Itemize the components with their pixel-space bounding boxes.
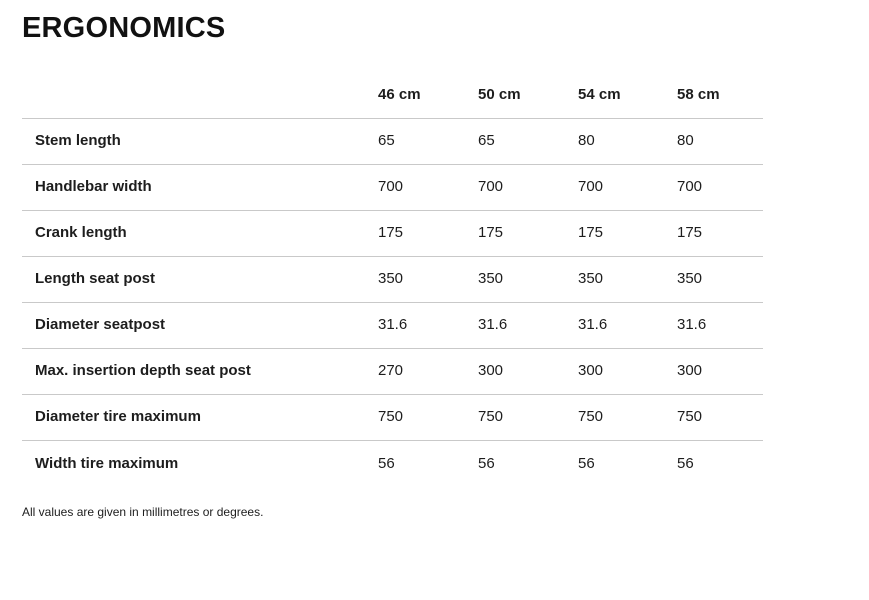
cell-value: 350 — [465, 256, 565, 302]
cell-value: 65 — [365, 118, 465, 164]
cell-value: 700 — [365, 164, 465, 210]
size-column-header-50: 50 cm — [465, 72, 565, 118]
cell-value: 350 — [565, 256, 664, 302]
cell-value: 700 — [664, 164, 763, 210]
cell-value: 65 — [465, 118, 565, 164]
cell-value: 80 — [565, 118, 664, 164]
cell-value: 750 — [565, 394, 664, 440]
cell-value: 175 — [565, 210, 664, 256]
cell-value: 56 — [378, 454, 395, 472]
cell-value: 80 — [664, 118, 763, 164]
table-row-crank-length — [22, 210, 763, 256]
cell-value: 350 — [664, 256, 763, 302]
cell-value: 300 — [465, 348, 565, 394]
row-label: Length seat post — [22, 256, 365, 302]
table-row-diameter-seatpost — [22, 302, 763, 348]
table-header-row — [22, 72, 763, 118]
cell-value: 31.6 — [465, 302, 565, 348]
table-row-handlebar-width — [22, 164, 763, 210]
size-column-header-46: 46 cm — [365, 72, 465, 118]
table-row-diameter-tire-maximum — [22, 394, 763, 440]
cell-value: 750 — [664, 394, 763, 440]
cell-value: 31.6 — [365, 302, 465, 348]
ergonomics-table — [22, 72, 763, 486]
cell-value: 750 — [465, 394, 565, 440]
size-column-header-58: 58 cm — [664, 72, 763, 118]
cell-value: 175 — [664, 210, 763, 256]
row-label: Handlebar width — [22, 164, 365, 210]
cell-value: 56 — [578, 454, 595, 472]
row-label: Stem length — [22, 118, 365, 164]
table-row-width-tire-maximum — [22, 440, 763, 486]
row-label: Max. insertion depth seat post — [22, 348, 365, 394]
row-label: Crank length — [22, 210, 365, 256]
cell-value: 350 — [365, 256, 465, 302]
cell-value: 175 — [465, 210, 565, 256]
cell-value: 56 — [478, 454, 495, 472]
table-row-length-seat-post — [22, 256, 763, 302]
cell-value: 300 — [664, 348, 763, 394]
cell-value: 270 — [365, 348, 465, 394]
cell-value: 31.6 — [565, 302, 664, 348]
size-column-header-54: 54 cm — [565, 72, 664, 118]
cell-value: 700 — [465, 164, 565, 210]
cell-value: 750 — [365, 394, 465, 440]
page-title: ERGONOMICS — [22, 12, 226, 44]
cell-value: 175 — [365, 210, 465, 256]
table-row-max-insertion-depth — [22, 348, 763, 394]
row-label: Width tire maximum — [35, 454, 179, 472]
cell-value: 300 — [565, 348, 664, 394]
cell-value: 700 — [565, 164, 664, 210]
corner-cell — [22, 72, 365, 118]
cell-value: 31.6 — [664, 302, 763, 348]
row-label: Diameter tire maximum — [22, 394, 365, 440]
cell-value: 56 — [677, 454, 694, 472]
table-row-stem-length — [22, 118, 763, 164]
row-label: Diameter seatpost — [22, 302, 365, 348]
footnote: All values are given in millimetres or degrees. — [22, 505, 264, 520]
